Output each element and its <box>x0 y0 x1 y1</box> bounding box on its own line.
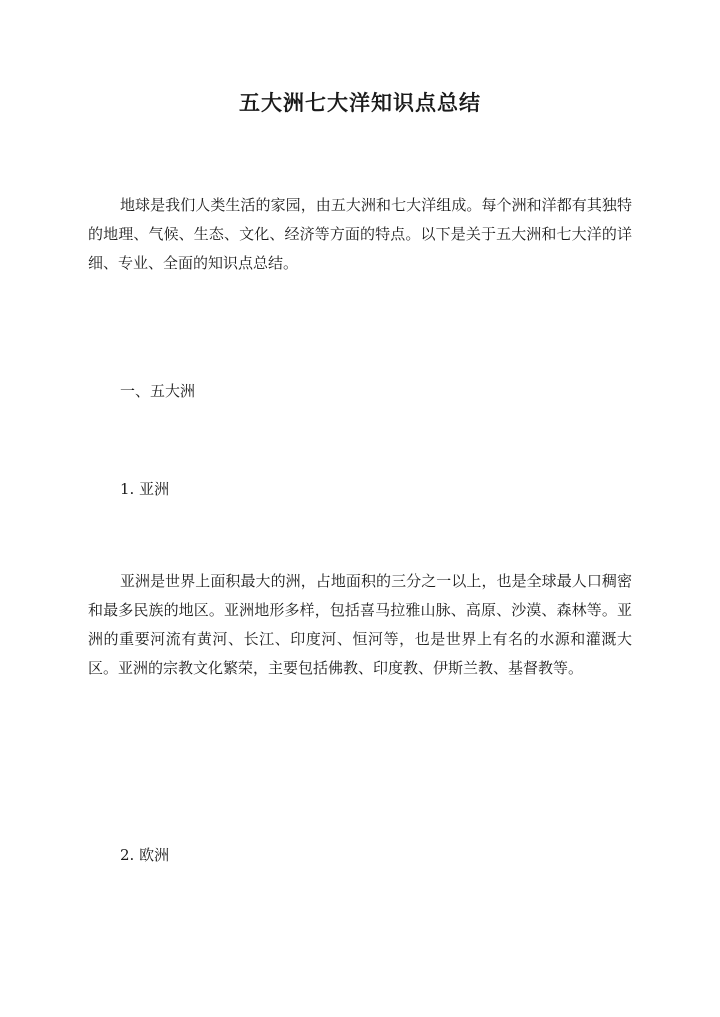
section-heading-five-continents: 一、五大洲 <box>120 382 196 400</box>
subheading-europe: 2. 欧洲 <box>120 846 170 864</box>
subheading-asia: 1. 亚洲 <box>120 480 170 498</box>
document-title: 五大洲七大洋知识点总结 <box>239 90 481 115</box>
asia-paragraph: 亚洲是世界上面积最大的洲，占地面积的三分之一以上，也是全球最人口稠密和最多民族的地区。亚洲地形多样，包括喜马拉雅山脉、高原、沙漠、森林等。亚洲的重要河流有黄河、长江、印度河、恒河等，也是世界上有名的水源和灌溉大区。亚洲的宗教文化繁荣，主要包括佛教、印度教、伊斯兰教、基督教等。 <box>88 572 632 677</box>
intro-paragraph: 地球是我们人类生活的家园，由五大洲和七大洋组成。每个洲和洋都有其独特的地理、气候、生态、文化、经济等方面的特点。以下是关于五大洲和七大洋的详细、专业、全面的知识点总结。 <box>88 196 632 272</box>
